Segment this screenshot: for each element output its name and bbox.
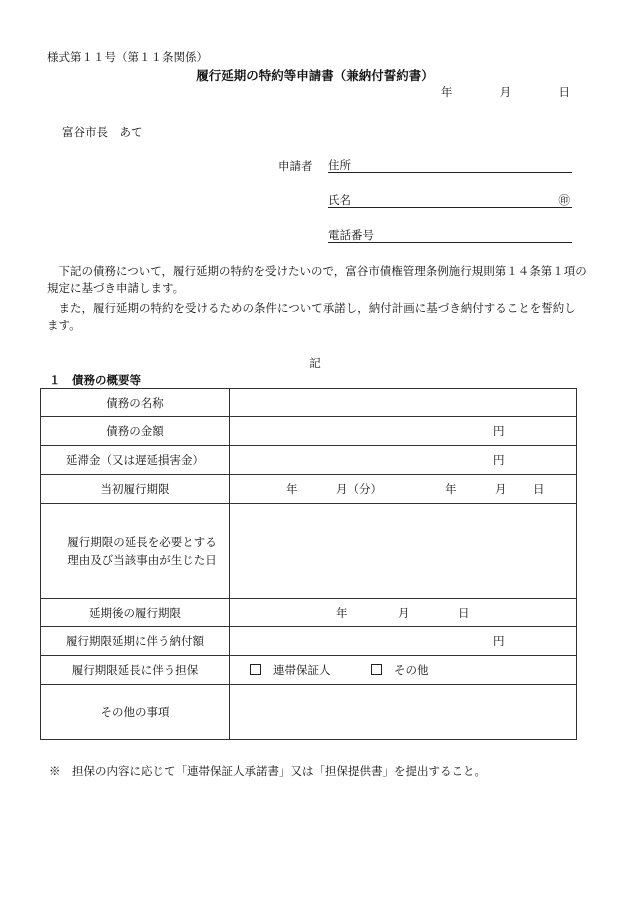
deadline-year-2: 年 [445, 482, 457, 496]
section-title: １ 債務の概要等 [49, 373, 141, 387]
date-line [441, 84, 570, 100]
footnote: ※ 担保の内容に応じて「連帯保証人承諾書」又は「担保提供書」を提出すること。 [49, 764, 486, 778]
deadline-day: 日 [533, 482, 545, 496]
payment-amount-cell[interactable] [230, 627, 577, 656]
debt-amount-cell[interactable] [230, 417, 577, 446]
table-row [41, 627, 577, 656]
row-label: その他の事項 [41, 685, 230, 740]
row-label: 債務の名称 [41, 389, 230, 417]
table-row [41, 417, 577, 446]
guarantor-checkbox[interactable] [250, 664, 261, 675]
table-row [41, 656, 577, 685]
reason-label-line2: 理由及び当該事由が生じた日 [67, 553, 217, 567]
yen-unit: 円 [493, 634, 505, 648]
guarantor-label: 連帯保証人 [273, 663, 331, 677]
phone-label: 電話番号 [328, 228, 374, 242]
original-deadline-cell[interactable] [230, 475, 577, 504]
other-label: その他 [394, 663, 429, 677]
extended-day: 日 [458, 605, 470, 620]
date-month: 月 [499, 85, 512, 99]
request-paragraph: 下記の債務について，履行延期の特約を受けたいので，富谷市債権管理条例施行規則第１４条第１項の規定に基づき申請します。 [47, 264, 587, 295]
seal-mark: ㊞ [558, 193, 570, 207]
debt-name-cell[interactable] [230, 389, 577, 417]
table-row [41, 475, 577, 504]
yen-unit: 円 [493, 453, 505, 467]
table-row [41, 389, 577, 417]
pledge-paragraph: また，履行延期の特約を受けるための条件について承諾し，納付計画に基づき納付することを誓約します。 [47, 301, 576, 332]
deadline-month: 月 [495, 482, 507, 496]
date-day: 日 [558, 85, 570, 99]
table-row [41, 599, 577, 627]
row-label: 履行期限延長に伴う担保 [41, 656, 230, 685]
name-label: 氏名 [328, 193, 351, 207]
row-label: 延滞金（又は遅延損害金） [41, 446, 230, 475]
extended-year: 年 [336, 605, 348, 620]
phone-field[interactable] [328, 227, 572, 243]
collateral-cell [230, 656, 577, 685]
row-label: 延期後の履行期限 [41, 599, 230, 627]
row-label: 当初履行期限 [41, 475, 230, 504]
debt-summary-table [40, 388, 577, 740]
row-label: 履行期限延期に伴う納付額 [41, 627, 230, 656]
other-matters-cell[interactable] [230, 685, 577, 740]
applicant-label: 申請者 [278, 159, 313, 173]
table-row [41, 446, 577, 475]
row-label [41, 504, 230, 599]
extended-deadline-cell[interactable] [230, 599, 577, 627]
address-field[interactable] [328, 157, 572, 173]
guarantor-option[interactable] [250, 662, 331, 678]
table-row [41, 685, 577, 740]
name-field[interactable] [328, 192, 572, 208]
yen-unit: 円 [493, 424, 505, 438]
deadline-month-portion: 月（分） [336, 482, 382, 496]
table-row [41, 504, 577, 599]
reason-label-line1: 履行期限の延長を必要とする [67, 535, 217, 549]
document-title: 履行延期の特約等申請書（兼納付誓約書） [196, 68, 434, 83]
ki-heading: 記 [309, 356, 321, 370]
form-number: 様式第１１号（第１１条関係） [47, 50, 208, 64]
deadline-year-1: 年 [286, 482, 298, 496]
row-label: 債務の金額 [41, 417, 230, 446]
late-fee-cell[interactable] [230, 446, 577, 475]
reason-cell[interactable] [230, 504, 577, 599]
addressee: 富谷市長 あて [62, 125, 143, 139]
date-year: 年 [440, 85, 453, 99]
extended-month: 月 [398, 605, 410, 620]
address-label: 住所 [328, 158, 351, 172]
other-checkbox[interactable] [371, 664, 382, 675]
other-option[interactable] [371, 662, 429, 678]
